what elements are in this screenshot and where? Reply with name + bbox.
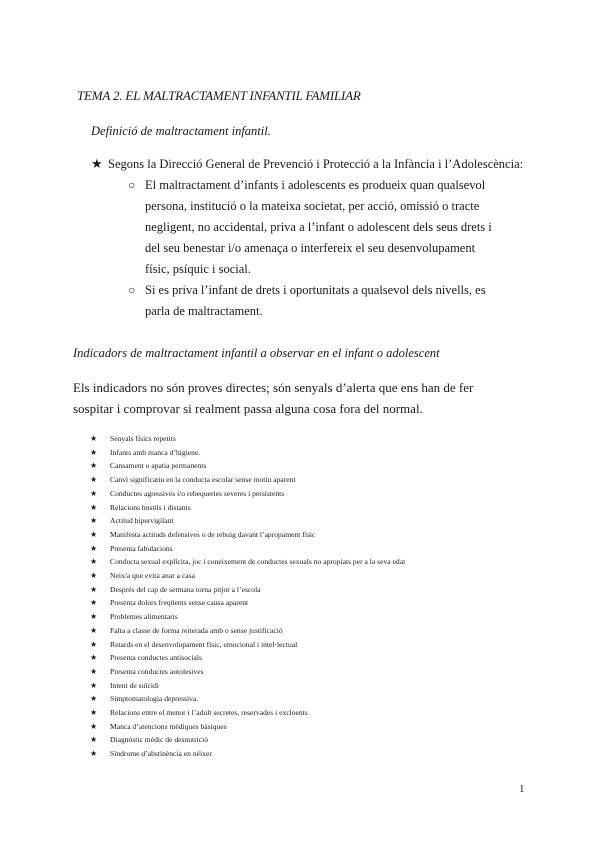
indicator-text: Presenta dolors freqüents sense causa aparent [110,598,249,608]
star-icon: ★ [90,612,98,622]
indicator-item [90,720,530,734]
list-item [128,175,498,280]
indicator-item [90,569,530,583]
indicator-item [90,747,530,761]
circle-icon: ○ [128,178,136,192]
star-icon: ★ [90,447,98,457]
indicator-text: Senyals físics repetits [110,434,176,443]
star-icon: ★ [90,543,98,553]
star-icon: ★ [90,708,98,718]
indicator-item [90,596,530,610]
indicator-text: Manca d’atencions mèdiques bàsiques [110,721,227,731]
star-icon: ★ [90,598,98,608]
star-icon: ★ [90,434,98,443]
indicator-text: Síndrome d’abstinència en néixer [110,749,212,759]
star-icon: ★ [90,488,98,498]
indicator-text: Relacions hostils i distants [110,502,191,512]
indicator-item [90,706,530,720]
indicator-item [90,542,530,556]
definition-lead: Segons la Direcció General de Prevenció i Protecció a la Infància i l’Adolescència: [108,157,524,171]
indicator-text: Problemes alimentaris [110,612,178,622]
indicator-text: Actitud hipervigilant [110,516,174,526]
star-icon: ★ [90,735,98,745]
star-icon: ★ [90,584,98,594]
indicator-item [90,679,530,693]
star-icon: ★ [90,694,98,704]
indicator-text: Conductes agressives i/o rebequeries severes i persistents [110,488,285,498]
star-icon: ★ [90,529,98,539]
definition-sub-list [128,175,498,322]
indicator-item [90,459,530,473]
star-icon: ★ [90,749,98,759]
list-item [128,280,498,322]
indicator-item [90,733,530,747]
definition-item-text: El maltractament d’infants i adolescents es produeix quan qualsevol persona, institució o la mateixa societat, per acció, omissió o tracte negligent, no accidental, priva a l’infant o adolescent dels seus drets i del seu benestar i/o amenaça o interfereix el seu desenvolupament físic, psíquic i social. [145,178,492,276]
star-icon: ★ [91,156,103,171]
indicator-text: Canvi significatiu en la conducta escolar sense motiu aparent [110,475,296,485]
indicators-title: Indicadors de maltractament infantil a observar en el infant o adolescent [73,346,440,360]
indicator-item [90,432,530,446]
page-title: TEMA 2. EL MALTRACTAMENT INFANTIL FAMILIAR [77,88,361,103]
indicator-text: Retards en el desenvolupament físic, emocional i intel·lectual [110,639,298,649]
indicator-item [90,610,530,624]
star-icon: ★ [90,571,98,581]
indicator-text: Conducta sexual explícita, joc i coneixement de conductes sexuals no apropiats per a la seva edat [110,557,406,567]
indicator-item [90,446,530,460]
indicator-item [90,487,530,501]
indicator-text: Infants amb manca d’higiene. [110,447,201,457]
indicator-text: Presenta conductes antisocials [110,653,202,663]
indicator-item [90,514,530,528]
indicator-text: Relacions entre el menor i l’adult secretes, reservades i excloents [110,708,308,718]
indicator-item [90,528,530,542]
indicator-text: Simptomatologia depressiva. [110,694,199,704]
star-icon: ★ [90,721,98,731]
indicator-item [90,651,530,665]
star-icon: ★ [90,475,98,485]
star-icon: ★ [90,516,98,526]
star-icon: ★ [90,502,98,512]
star-icon: ★ [90,666,98,676]
indicator-text: Cansament o apatia permanents [110,461,207,471]
indicators-list [90,432,530,761]
indicator-item [90,501,530,515]
star-icon: ★ [90,461,98,471]
indicator-item [90,473,530,487]
indicator-item [90,692,530,706]
indicator-item [90,555,530,569]
star-icon: ★ [90,639,98,649]
definition-item-text: Si es priva l’infant de drets i oportunitats a qualsevol dels nivells, es parla de maltractament. [145,283,486,318]
definition-bullet [91,154,531,174]
indicator-text: Presenta conductes autolesives [110,666,204,676]
indicator-text: Intent de suïcidi [110,680,159,690]
indicator-text: Presenta fabulacions [110,543,173,553]
section-subtitle: Definició de maltractament infantil. [91,124,271,138]
circle-icon: ○ [128,283,136,297]
indicator-text: Falta a classe de forma reiterada amb o sense justificació [110,625,283,635]
indicators-intro: Els indicadors no són proves directes; són senyals d’alerta que ens han de fer sospitar i comprovar si realment passa alguna cosa fora del normal. [73,380,474,416]
indicator-text: Després del cap de setmana torna pitjor a l’escola [110,584,261,594]
indicator-text: Manifesta actituds defensives o de rebuig davant l’apropament físic [110,529,316,539]
page-number: 1 [519,783,525,795]
star-icon: ★ [90,625,98,635]
indicator-item [90,583,530,597]
indicator-text: Diagnòstic mèdic de desnutrició [110,735,209,745]
star-icon: ★ [90,680,98,690]
indicator-item [90,638,530,652]
star-icon: ★ [90,653,98,663]
indicator-item [90,665,530,679]
star-icon: ★ [90,557,98,567]
indicator-text: Neix/a que evita anar a casa [110,571,195,581]
indicator-item [90,624,530,638]
